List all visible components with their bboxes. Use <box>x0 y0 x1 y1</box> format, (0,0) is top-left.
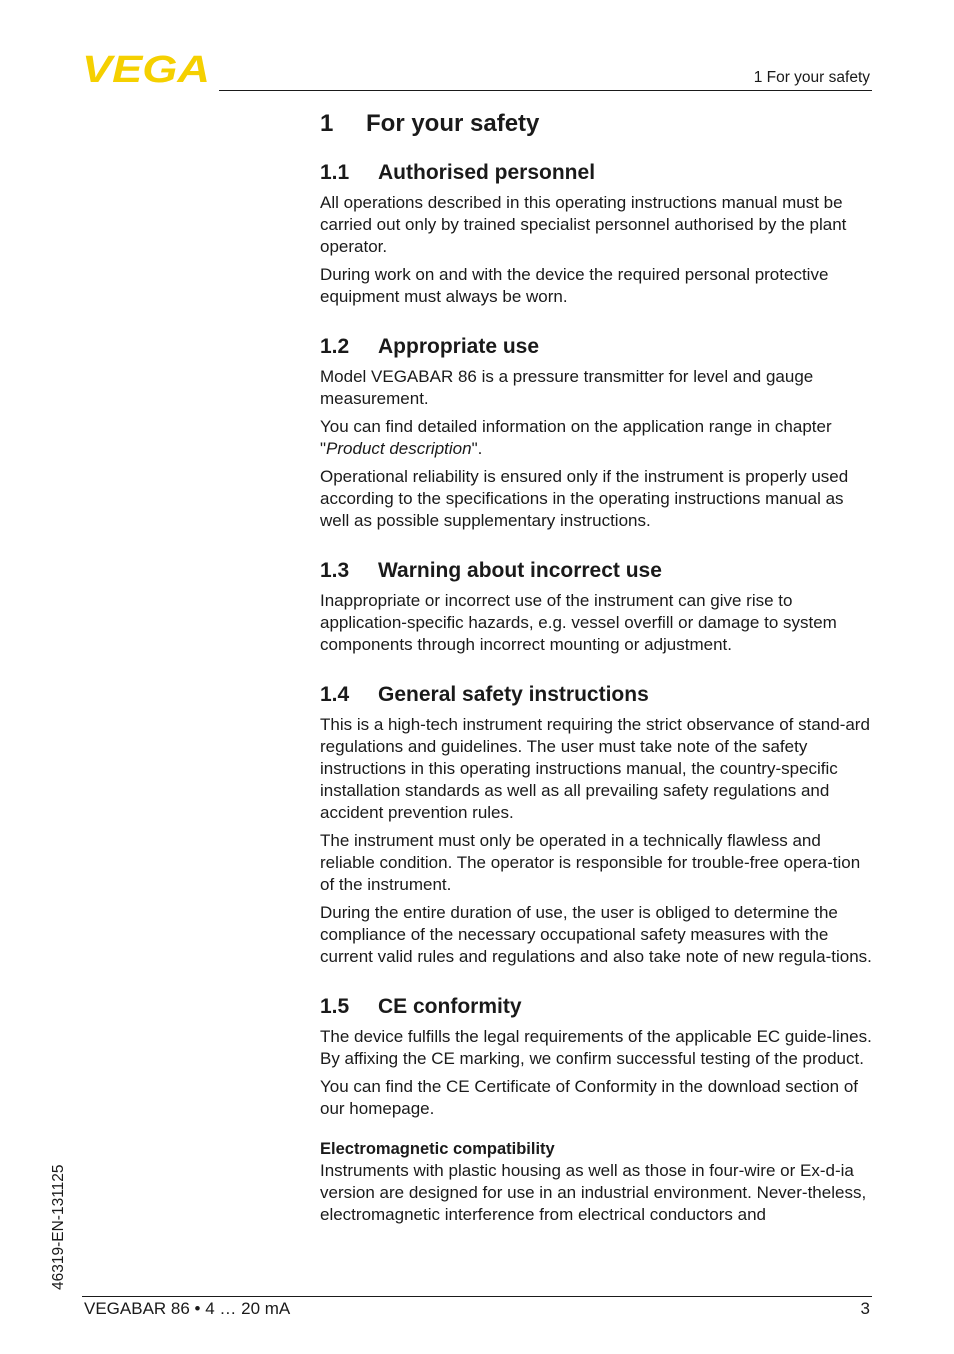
paragraph: You can find the CE Certificate of Conformity in the download section of our homepage. <box>320 1077 859 1118</box>
section-heading <box>320 558 876 584</box>
paragraph: Operational reliability is ensured only if the instrument is properly used according to the specifications in the operating instructions manual as well as possible supplementary instructions. <box>320 467 849 530</box>
footer-product: VEGABAR 86 • 4 … 20 mA <box>84 1299 291 1318</box>
section-1-4 <box>320 682 876 968</box>
svg-text:VEGA: VEGA <box>82 52 210 84</box>
page-number: 3 <box>860 1299 870 1318</box>
paragraph: The device fulfills the legal requirements of the applicable EC guide-lines. By affixing the CE marking, we confirm successful testing of the product. <box>320 1027 872 1068</box>
section-heading <box>320 682 876 708</box>
paragraph: During work on and with the device the required personal protective equipment must always be worn. <box>320 265 829 306</box>
paragraph-with-reference <box>320 416 876 460</box>
section-number: 1.4 <box>320 683 350 706</box>
section-1-3 <box>320 558 876 656</box>
vega-logo <box>82 52 212 84</box>
section-number: 1.5 <box>320 995 350 1018</box>
section-title: Warning about incorrect use <box>378 559 662 582</box>
page-content <box>320 110 876 1252</box>
section-heading <box>320 334 876 360</box>
section-1-2 <box>320 334 876 532</box>
footer-rule <box>82 1296 872 1297</box>
paragraph-text: You can find detailed information on the application range in chapter " <box>320 417 832 458</box>
chapter-heading <box>320 110 876 138</box>
paragraph: During the entire duration of use, the user is obliged to determine the compliance of the necessary occupational safety measures with the current valid rules and regulations and also take note of new regula-tions. <box>320 903 872 966</box>
section-heading <box>320 160 876 186</box>
section-number: 1.1 <box>320 161 350 184</box>
section-number: 1.3 <box>320 559 350 582</box>
running-header: 1 For your safety <box>753 69 870 86</box>
section-title: CE conformity <box>378 995 522 1018</box>
subheading: Electromagnetic compatibility <box>320 1140 555 1158</box>
section-1-1 <box>320 160 876 308</box>
paragraph: Instruments with plastic housing as well as those in four-wire or Ex-d-ia version are designed for use in an industrial environment. Never-theless, electromagnetic interference from electrical conductors and <box>320 1161 867 1224</box>
paragraph: Inappropriate or incorrect use of the instrument can give rise to application-specific hazards, e.g. vessel overfill or damage to system components through incorrect mounting or adjustment. <box>320 591 837 654</box>
paragraph: The instrument must only be operated in a technically flawless and reliable condition. The operator is responsible for trouble-free opera-tion of the instrument. <box>320 831 861 894</box>
paragraph-text: ". <box>471 439 483 458</box>
header-rule <box>219 90 872 91</box>
section-heading <box>320 994 876 1020</box>
chapter-number: 1 <box>320 110 334 137</box>
paragraph: All operations described in this operating instructions manual must be carried out only by trained specialist personnel authorised by the plant operator. <box>320 193 847 256</box>
section-title: Appropriate use <box>378 335 540 358</box>
paragraph: This is a high-tech instrument requiring the strict observance of stand-ard regulations and guidelines. The user must take note of the safety instructions in this operating instructions manual, the country-specific installation standards as well as all prevailing safety regulations and accident prevention rules. <box>320 715 870 822</box>
chapter-reference: Product description <box>326 439 472 458</box>
section-1-5 <box>320 994 876 1226</box>
section-title: Authorised personnel <box>378 161 596 184</box>
section-title: General safety instructions <box>378 683 649 706</box>
paragraph: Model VEGABAR 86 is a pressure transmitter for level and gauge measurement. <box>320 367 814 408</box>
section-number: 1.2 <box>320 335 350 358</box>
chapter-title: For your safety <box>366 110 540 137</box>
document-code: 46319-EN-131125 <box>50 1164 67 1290</box>
